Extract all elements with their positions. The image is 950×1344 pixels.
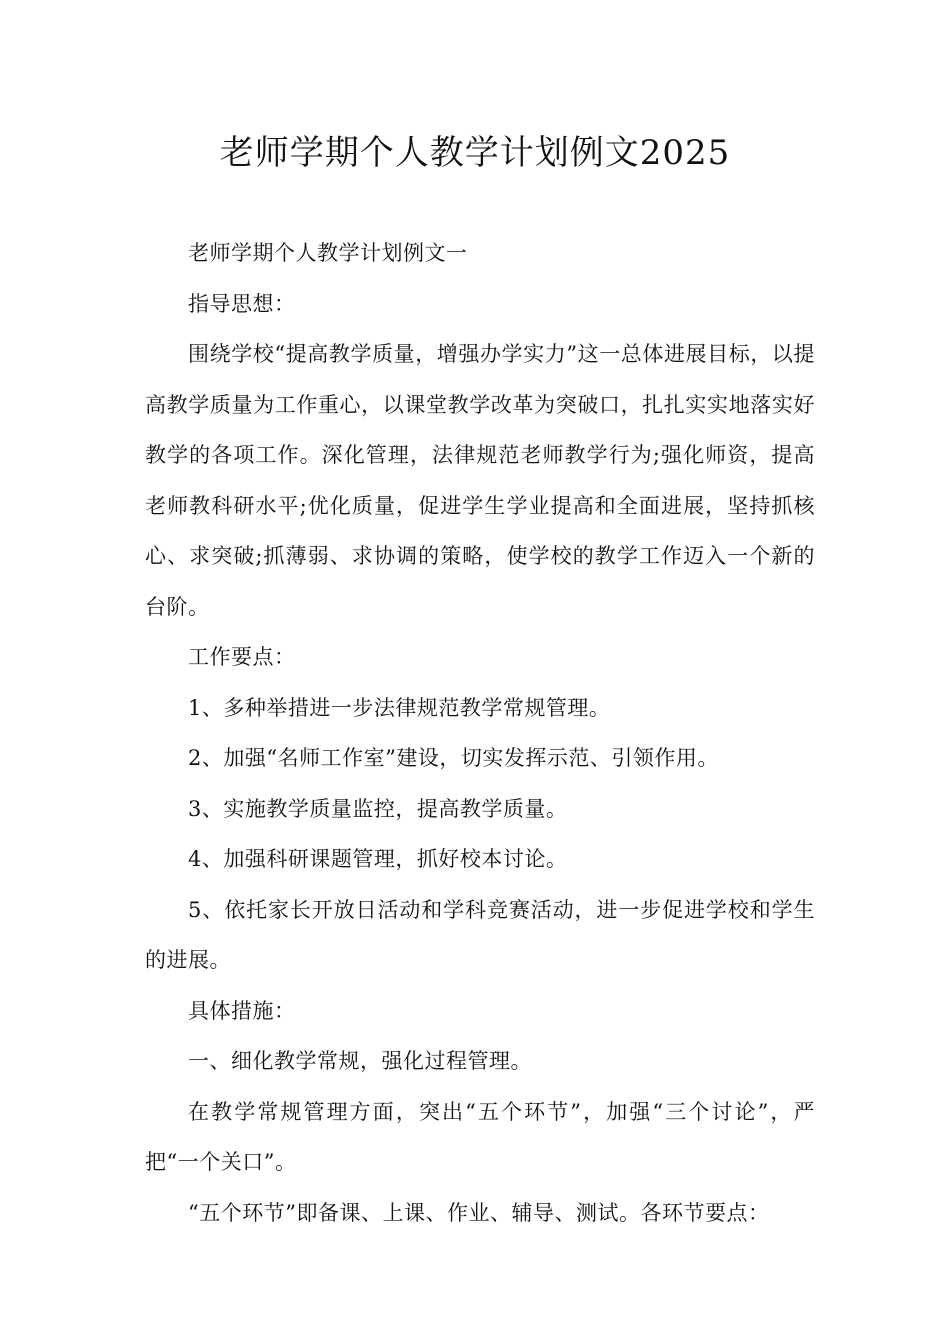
- paragraph-five-links: “五个环节”即备课、上课、作业、辅导、测试。各环节要点：: [188, 1200, 770, 1225]
- document-title: 老师学期个人教学计划例文2025: [219, 133, 731, 173]
- paragraph-work-point-1: 1、多种举措进一步法律规范教学常规管理。: [188, 695, 611, 720]
- document-body: [145, 228, 815, 1238]
- paragraph-guiding-ideology: 围绕学校“提高教学质量，增强办学实力”这一总体进展目标，以提高教学质量为工作重心，以课堂教学改革为突破口，扎扎实实地落实好教学的各项工作。深化管理，法律规范老师教学行为;强化师资，提高老师教科研水平;优化质量，促进学生学业提高和全面进展，坚持抓核心、求突破;抓薄弱、求协调的策略，使学校的教学工作迈入一个新的台阶。: [145, 342, 815, 619]
- paragraph-guiding-ideology-heading: 指导思想：: [188, 291, 296, 316]
- paragraph-measure-1-heading: 一、细化教学常规，强化过程管理。: [188, 1049, 533, 1073]
- paragraph-routine-management: 在教学常规管理方面，突出“五个环节”，加强“三个讨论”，严把“一个关口”。: [145, 1099, 815, 1174]
- paragraph-section-heading: 老师学期个人教学计划例文一: [188, 241, 468, 265]
- paragraph-work-point-3: 3、实施教学质量监控，提高教学质量。: [188, 796, 568, 821]
- paragraph-work-point-5: 5、依托家长开放日活动和学科竞赛活动，进一步促进学校和学生的进展。: [145, 897, 815, 972]
- paragraph-work-points-heading: 工作要点：: [188, 645, 296, 669]
- paragraph-measures-heading: 具体措施：: [188, 998, 296, 1023]
- paragraph-work-point-4: 4、加强科研课题管理，抓好校本讨论。: [188, 847, 568, 871]
- paragraph-work-point-2: 2、加强“名师工作室”建设，切实发挥示范、引领作用。: [188, 746, 719, 770]
